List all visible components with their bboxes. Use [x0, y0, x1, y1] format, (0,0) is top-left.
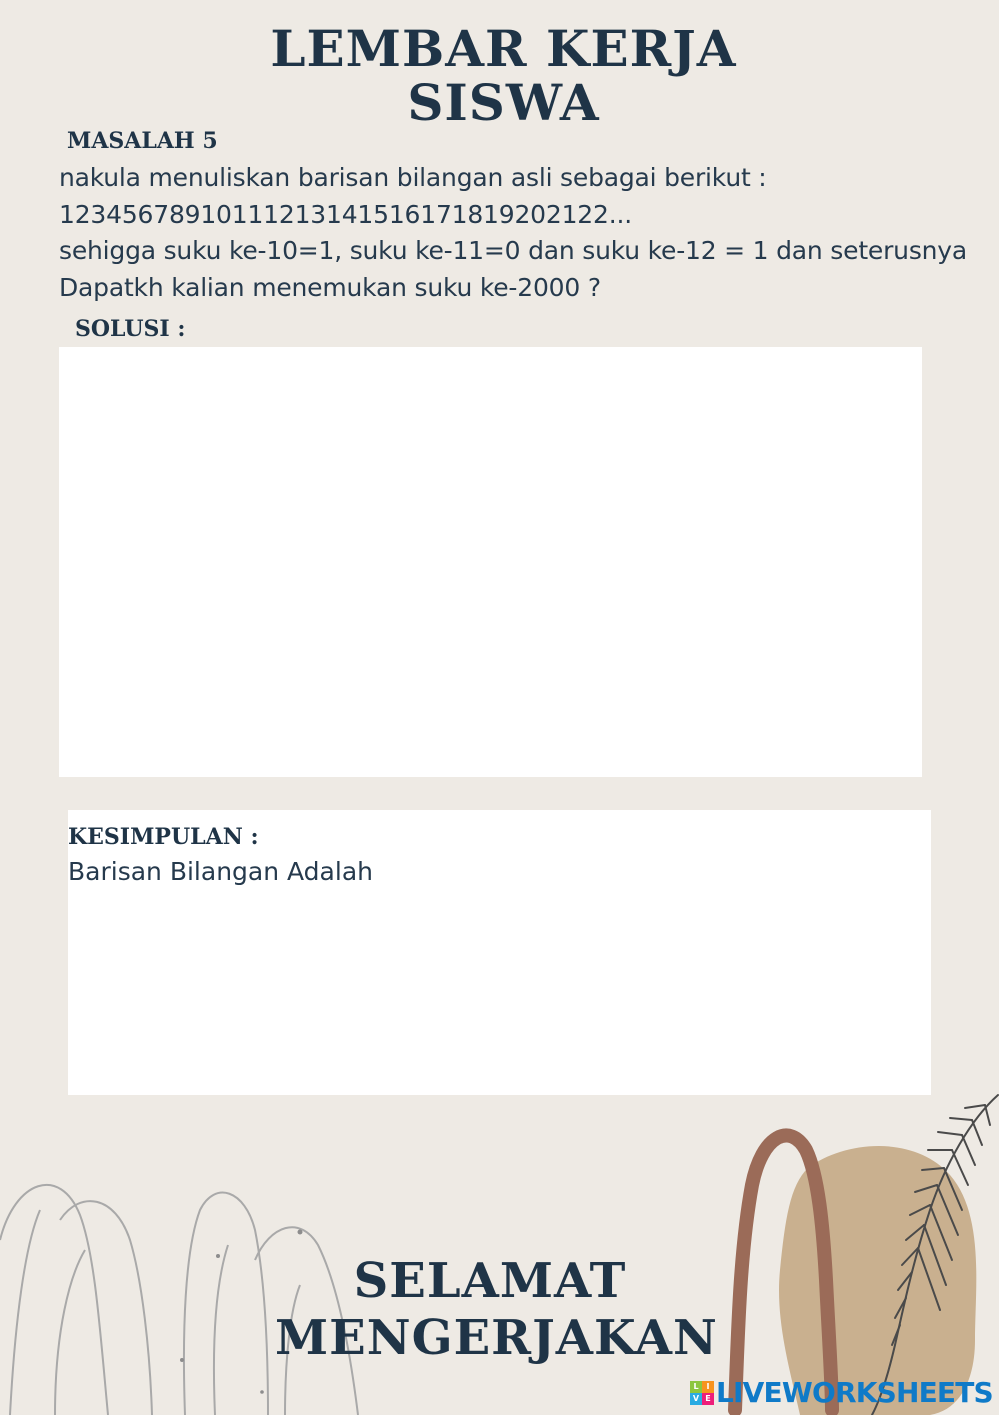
- tan-blob-shape: [779, 1146, 976, 1415]
- conclusion-answer-box[interactable]: [68, 810, 931, 1095]
- logo-letter-e: E: [702, 1393, 714, 1405]
- solution-answer-box[interactable]: [59, 347, 922, 777]
- problem-line-1: nakula menuliskan barisan bilangan asli sebagai berikut :: [59, 163, 767, 192]
- problem-label: MASALAH 5: [67, 128, 218, 154]
- worksheet-title: [0, 19, 999, 132]
- logo-letter-l: L: [690, 1381, 702, 1393]
- title-line-2: SISWA: [407, 73, 600, 132]
- closing-message: [275, 1253, 718, 1367]
- liveworksheets-logo-icon: [690, 1381, 714, 1405]
- problem-statement: [59, 160, 989, 306]
- problem-line-3: sehigga suku ke-10=1, suku ke-11=0 dan suku ke-12 = 1 dan seterusnya: [59, 236, 968, 265]
- title-line-1: LEMBAR KERJA: [270, 19, 737, 78]
- problem-line-4: Dapatkh kalian menemukan suku ke-2000 ?: [59, 272, 601, 302]
- brand-name: LIVEWORKSHEETS: [716, 1376, 993, 1409]
- logo-letter-v: V: [690, 1393, 702, 1405]
- logo-letter-i: I: [702, 1381, 714, 1393]
- problem-line-2: 12345678910111213141516171819202122...: [59, 199, 632, 229]
- closing-line-2: MENGERJAKAN: [275, 1310, 718, 1366]
- liveworksheets-brand[interactable]: [690, 1376, 993, 1409]
- conclusion-label: KESIMPULAN :: [68, 824, 259, 850]
- closing-line-1: SELAMAT: [353, 1253, 627, 1309]
- conclusion-text: Barisan Bilangan Adalah: [68, 857, 373, 886]
- solution-label: SOLUSI :: [75, 316, 186, 342]
